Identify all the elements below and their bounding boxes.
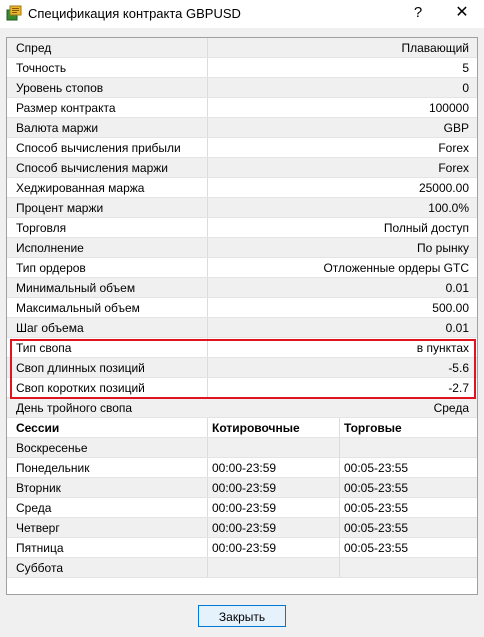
session-day: Понедельник bbox=[16, 461, 90, 475]
session-day: Воскресенье bbox=[16, 441, 88, 455]
spec-row[interactable] bbox=[7, 158, 477, 178]
sessions-header-cell: Котировочные bbox=[212, 421, 300, 435]
spec-label: Спред bbox=[16, 41, 52, 55]
spec-label: Своп коротких позиций bbox=[16, 381, 145, 395]
row-divider bbox=[7, 577, 477, 578]
column-divider bbox=[207, 278, 208, 298]
session-row[interactable] bbox=[7, 458, 477, 478]
spec-row[interactable] bbox=[7, 98, 477, 118]
column-divider bbox=[207, 358, 208, 378]
spec-value: GBP bbox=[443, 121, 469, 135]
spec-row[interactable] bbox=[7, 258, 477, 278]
spec-row[interactable] bbox=[7, 338, 477, 358]
column-divider bbox=[207, 498, 208, 518]
column-divider bbox=[207, 238, 208, 258]
session-trade-hours: 00:05-23:55 bbox=[344, 501, 409, 515]
spec-label: Точность bbox=[16, 61, 67, 75]
sessions-header-cell: Сессии bbox=[16, 421, 60, 435]
column-divider bbox=[207, 298, 208, 318]
spec-value: Среда bbox=[433, 401, 469, 415]
spec-label: Способ вычисления прибыли bbox=[16, 141, 181, 155]
spec-value: 0.01 bbox=[445, 321, 469, 335]
column-divider bbox=[207, 458, 208, 478]
spec-label: Хеджированная маржа bbox=[16, 181, 145, 195]
column-divider bbox=[207, 98, 208, 118]
column-divider bbox=[207, 478, 208, 498]
spec-value: 0.01 bbox=[445, 281, 469, 295]
session-row[interactable] bbox=[7, 498, 477, 518]
spec-value: По рынку bbox=[417, 241, 469, 255]
spec-value: Отложенные ордеры GTC bbox=[323, 261, 469, 275]
app-icon bbox=[6, 5, 22, 21]
session-day: Вторник bbox=[16, 481, 61, 495]
close-window-button[interactable]: ✕ bbox=[455, 4, 469, 21]
session-trade-hours: 00:05-23:55 bbox=[344, 461, 409, 475]
spec-label: Торговля bbox=[16, 221, 67, 235]
spec-value: -5.6 bbox=[448, 361, 469, 375]
spec-row[interactable] bbox=[7, 58, 477, 78]
spec-label: Уровень стопов bbox=[16, 81, 104, 95]
spec-row[interactable] bbox=[7, 378, 477, 398]
column-divider bbox=[207, 158, 208, 178]
spec-value: Плавающий bbox=[401, 41, 469, 55]
spec-label: Тип ордеров bbox=[16, 261, 86, 275]
session-day: Четверг bbox=[16, 521, 60, 535]
spec-row[interactable] bbox=[7, 138, 477, 158]
column-divider bbox=[339, 458, 340, 478]
contract-spec-table bbox=[6, 37, 478, 595]
spec-label: Процент маржи bbox=[16, 201, 104, 215]
spec-label: Размер контракта bbox=[16, 101, 116, 115]
spec-row[interactable] bbox=[7, 318, 477, 338]
column-divider bbox=[207, 538, 208, 558]
spec-label: День тройного свопа bbox=[16, 401, 133, 415]
session-quote-hours: 00:00-23:59 bbox=[212, 541, 277, 555]
column-divider bbox=[207, 178, 208, 198]
session-row[interactable] bbox=[7, 558, 477, 578]
column-divider bbox=[339, 418, 340, 438]
column-divider bbox=[207, 418, 208, 438]
sessions-header bbox=[7, 418, 477, 438]
session-trade-hours: 00:05-23:55 bbox=[344, 521, 409, 535]
spec-row[interactable] bbox=[7, 178, 477, 198]
column-divider bbox=[207, 198, 208, 218]
spec-value: 100000 bbox=[428, 101, 469, 115]
spec-row[interactable] bbox=[7, 78, 477, 98]
spec-value: Forex bbox=[438, 141, 469, 155]
session-trade-hours: 00:05-23:55 bbox=[344, 481, 409, 495]
spec-row[interactable] bbox=[7, 218, 477, 238]
column-divider bbox=[339, 478, 340, 498]
help-button[interactable]: ? bbox=[413, 4, 423, 21]
column-divider bbox=[207, 78, 208, 98]
column-divider bbox=[339, 518, 340, 538]
spec-value: 500.00 bbox=[432, 301, 469, 315]
session-row[interactable] bbox=[7, 518, 477, 538]
column-divider bbox=[207, 378, 208, 398]
spec-label: Максимальный объем bbox=[16, 301, 140, 315]
column-divider bbox=[207, 218, 208, 238]
spec-label: Способ вычисления маржи bbox=[16, 161, 168, 175]
session-day: Пятница bbox=[16, 541, 64, 555]
spec-label: Тип свопа bbox=[16, 341, 72, 355]
session-row[interactable] bbox=[7, 478, 477, 498]
spec-label: Минимальный объем bbox=[16, 281, 136, 295]
spec-row[interactable] bbox=[7, 398, 477, 418]
spec-label: Шаг объема bbox=[16, 321, 84, 335]
spec-row[interactable] bbox=[7, 358, 477, 378]
session-row[interactable] bbox=[7, 438, 477, 458]
column-divider bbox=[339, 438, 340, 458]
sessions-header-cell: Торговые bbox=[344, 421, 402, 435]
column-divider bbox=[207, 558, 208, 578]
spec-row[interactable] bbox=[7, 38, 477, 58]
spec-row[interactable] bbox=[7, 278, 477, 298]
column-divider bbox=[207, 138, 208, 158]
session-trade-hours: 00:05-23:55 bbox=[344, 541, 409, 555]
close-button[interactable]: Закрыть bbox=[198, 605, 286, 627]
spec-value: Полный доступ bbox=[383, 221, 469, 235]
column-divider bbox=[207, 438, 208, 458]
spec-label: Своп длинных позиций bbox=[16, 361, 145, 375]
column-divider bbox=[207, 318, 208, 338]
window-title: Спецификация контракта GBPUSD bbox=[28, 6, 241, 21]
spec-label: Исполнение bbox=[16, 241, 84, 255]
spec-value: Forex bbox=[438, 161, 469, 175]
spec-row[interactable] bbox=[7, 198, 477, 218]
column-divider bbox=[207, 338, 208, 358]
session-quote-hours: 00:00-23:59 bbox=[212, 521, 277, 535]
spec-value: 0 bbox=[462, 81, 469, 95]
spec-label: Валюта маржи bbox=[16, 121, 99, 135]
session-quote-hours: 00:00-23:59 bbox=[212, 461, 277, 475]
column-divider bbox=[207, 118, 208, 138]
column-divider bbox=[207, 38, 208, 58]
session-day: Среда bbox=[16, 501, 52, 515]
session-row[interactable] bbox=[7, 538, 477, 558]
spec-value: -2.7 bbox=[448, 381, 469, 395]
spec-row[interactable] bbox=[7, 238, 477, 258]
session-quote-hours: 00:00-23:59 bbox=[212, 501, 277, 515]
spec-value: в пунктах bbox=[416, 341, 469, 355]
spec-row[interactable] bbox=[7, 298, 477, 318]
spec-value: 100.0% bbox=[428, 201, 469, 215]
column-divider bbox=[207, 258, 208, 278]
column-divider bbox=[339, 558, 340, 578]
title-bar bbox=[0, 0, 484, 28]
spec-value: 5 bbox=[462, 61, 469, 75]
session-day: Суббота bbox=[16, 561, 63, 575]
spec-row[interactable] bbox=[7, 118, 477, 138]
spec-value: 25000.00 bbox=[418, 181, 469, 195]
column-divider bbox=[339, 538, 340, 558]
column-divider bbox=[207, 518, 208, 538]
column-divider bbox=[207, 58, 208, 78]
session-quote-hours: 00:00-23:59 bbox=[212, 481, 277, 495]
column-divider bbox=[339, 498, 340, 518]
